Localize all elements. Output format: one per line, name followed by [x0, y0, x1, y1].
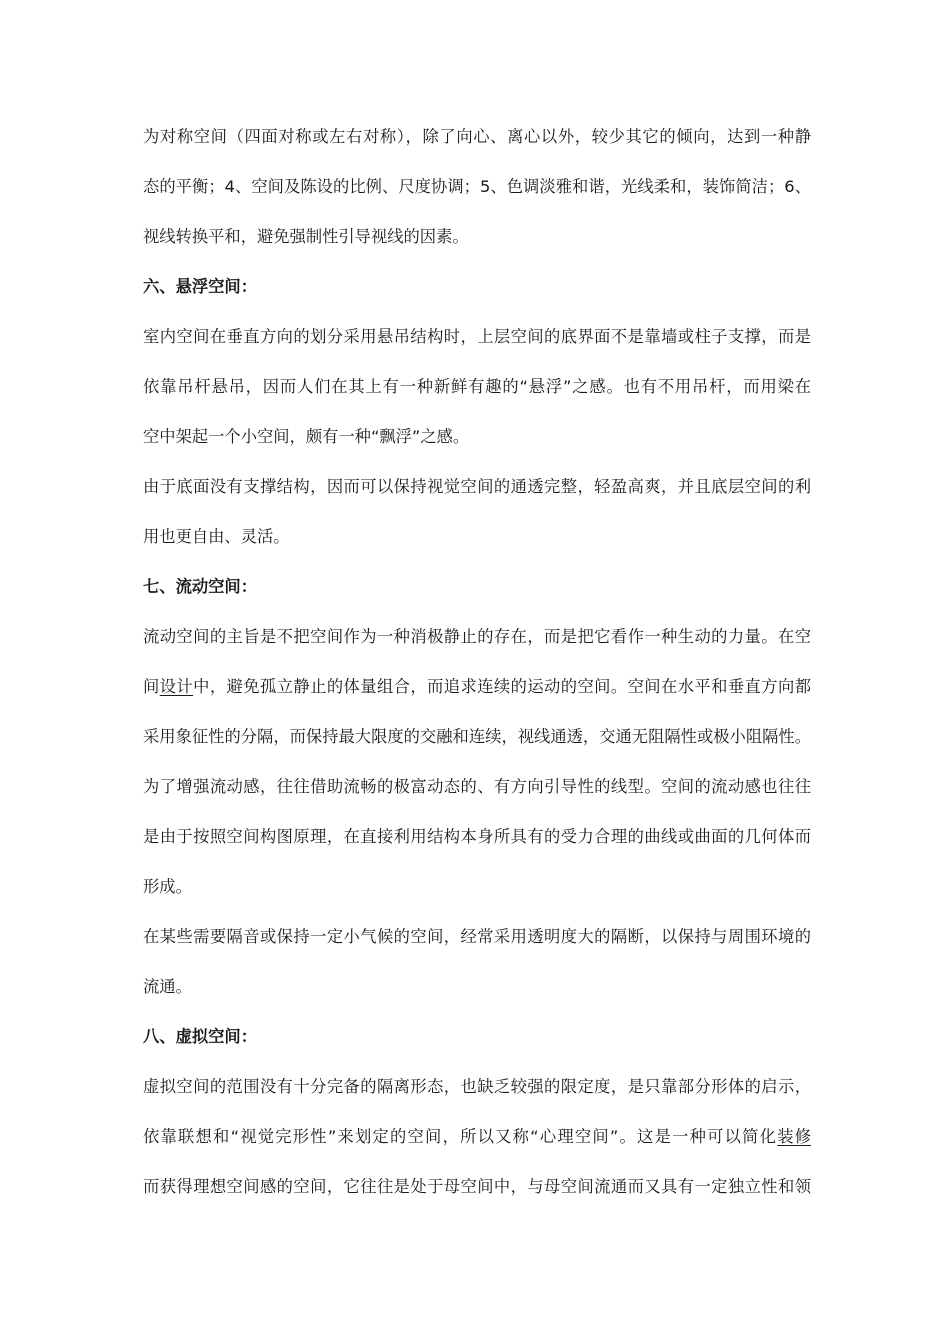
text-line: 流动空间的主旨是不把空间作为一种消极静止的存在，而是把它看作一种生动的力量。在空 [143, 627, 811, 646]
text-suffix: 中，避免孤立静止的体量组合，而追求连续的运动的空间。空间在水平和垂直方向都 [193, 677, 811, 696]
text-line-with-link [143, 671, 811, 721]
text-line: 依靠吊杆悬吊，因而人们在其上有一种新鲜有趣的“悬浮”之感。也有不用吊杆，而用梁在 [143, 377, 811, 396]
text-line: 虚拟空间的范围没有十分完备的隔离形态，也缺乏较强的限定度，是只靠部分形体的启示， [143, 1077, 811, 1096]
text-line: 在某些需要隔音或保持一定小气候的空间，经常采用透明度大的隔断，以保持与周围环境的 [143, 927, 811, 946]
paragraph-symmetric-space [143, 121, 811, 271]
text-line: 采用象征性的分隔，而保持最大限度的交融和连续，视线通透，交通无阻隔性或极小阻隔性。 [143, 727, 811, 746]
paragraph-virtual-space-1 [143, 1071, 811, 1221]
text-line: 而获得理想空间感的空间，它往往是处于母空间中，与母空间流通而又具有一定独立性和领 [143, 1177, 811, 1196]
design-link[interactable]: 设计 [159, 677, 194, 696]
paragraph-suspended-space-1 [143, 321, 811, 471]
text-line: 流通。 [143, 977, 192, 996]
text-line: 室内空间在垂直方向的划分采用悬吊结构时，上层空间的底界面不是靠墙或柱子支撑，而是 [143, 327, 811, 346]
text-line: 空中架起一个小空间，颇有一种“飘浮”之感。 [143, 427, 470, 446]
section-heading-flowing-space: 七、流动空间： [143, 577, 257, 596]
document-body [143, 121, 811, 1221]
text-line: 态的平衡；4、空间及陈设的比例、尺度协调；5、色调淡雅和谐，光线柔和，装饰简洁；6、 [143, 177, 811, 196]
text-line: 用也更自由、灵活。 [143, 527, 290, 546]
text-line: 为对称空间（四面对称或左右对称），除了向心、离心以外，较少其它的倾向，达到一种静 [143, 127, 811, 146]
text-line-with-link [143, 1121, 811, 1171]
paragraph-flowing-space-2 [143, 921, 811, 1021]
section-heading-suspended-space: 六、悬浮空间： [143, 277, 257, 296]
text-prefix: 间 [143, 677, 160, 696]
decoration-link[interactable]: 装修 [777, 1127, 811, 1146]
text-line: 由于底面没有支撑结构，因而可以保持视觉空间的通透完整，轻盈高爽，并且底层空间的利 [143, 477, 811, 496]
paragraph-flowing-space-1 [143, 621, 811, 921]
text-prefix: 依靠联想和“视觉完形性”来划定的空间，所以又称“心理空间”。这是一种可以简化 [143, 1127, 778, 1146]
text-line: 视线转换平和，避免强制性引导视线的因素。 [143, 227, 469, 246]
text-line: 是由于按照空间构图原理，在直接利用结构本身所具有的受力合理的曲线或曲面的几何体而 [143, 827, 811, 846]
text-line: 为了增强流动感，往往借助流畅的极富动态的、有方向引导性的线型。空间的流动感也往往 [143, 777, 811, 796]
text-line: 形成。 [143, 877, 192, 896]
paragraph-suspended-space-2 [143, 471, 811, 571]
section-heading-virtual-space: 八、虚拟空间： [143, 1027, 257, 1046]
